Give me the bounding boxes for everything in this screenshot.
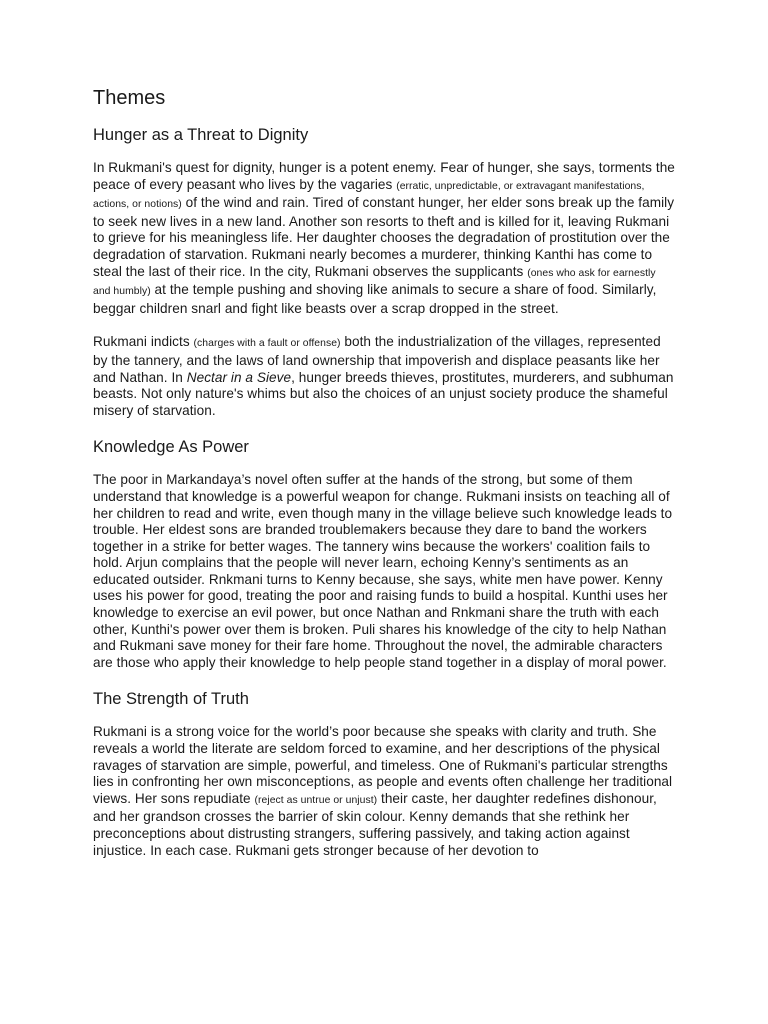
definition-note: (charges with a fault or offense): [193, 338, 341, 350]
section-truth: [93, 688, 675, 859]
section-hunger: [93, 124, 675, 419]
paragraph: In Rukmani's quest for dignity, hunger is a potent enemy. Fear of hunger, she says, torments the peace of every peasant who lives by the vagaries (erratic, unpredictable, or extravagant manifestations, actions, or notions) of the wind and rain. Tired of constant hunger, her elder sons break up the family to seek new lives in a new land. Another son resorts to theft and is killed for it, leaving Rukmani to grieve for his meaningless life. Her daughter chooses the degradation of prostitution over the degradation of starvation. Rukmani nearly becomes a murderer, thinking Kanthi has come to steal the last of their rice. In the city, Rukmani observes the supplicants (ones who ask for earnestly and humbly) at the temple pushing and shoving like animals to secure a share of food. Similarly, beggar children snarl and fight like beasts over a scrap dropped in the street.: [93, 160, 675, 316]
paragraph: Rukmani is a strong voice for the world’s poor because she speaks with clarity and truth. She reveals a world the literate are seldom forced to examine, and her descriptions of the physical ravages of starvation are simple, powerful, and timeless. One of Rukmani's particular strengths lies in confronting her own misconceptions, as people and events often challenge her traditional views. Her sons repudiate (reject as untrue or unjust) their caste, her daughter redefines dishonour, and her grandson crosses the barrier of skin colour. Kenny demands that she rethink her preconceptions about distrusting strangers, suffering passively, and taking action against injustice. In each case. Rukmani gets stronger because of her devotion to: [93, 724, 673, 858]
definition-note: (erratic, unpredictable, or extravagant manifestations, actions, or notions): [93, 180, 645, 211]
paragraph: The poor in Markandaya’s novel often suffer at the hands of the strong, but some of them understand that knowledge is a powerful weapon for change. Rukmani insists on teaching all of her children to read and write, even though many in the village believe such knowledge leads to trouble. Her eldest sons are branded troublemakers because they dare to band the workers together in a strike for better wages. The tannery wins because the workers' coalition fails to hold. Arjun complains that the people will never learn, echoing Kenny’s sentiments as an educated outsider. Rnkmani turns to Kenny because, she says, white men have power. Kenny uses his power for good, treating the poor and raising funds to build a hospital. Kunthi uses her knowledge to exercise an evil power, but once Nathan and Rnkmani share the truth with each other, Kunthi's power over them is broken. Puli shares his knowledge of the city to help Nathan and Rukmani save money for their fare home. Throughout the novel, the admirable characters are those who apply their knowledge to help people stand together in a display of moral power.: [93, 472, 673, 670]
section-heading: Hunger as a Threat to Dignity: [93, 126, 309, 144]
paragraph: Rukmani indicts (charges with a fault or offense) both the industrialization of the villages, represented by the tannery, and the laws of land ownership that impoverish and displace peasants like her and Nathan. In Nectar in a Sieve, hunger breeds thieves, prostitutes, murderers, and subhuman beasts. Not only nature's whims but also the choices of an unjust society produce the shameful misery of starvation.: [93, 334, 674, 418]
book-title: Nectar in a Sieve: [186, 369, 292, 385]
definition-note: (ones who ask for earnestly and humbly): [93, 267, 656, 298]
section-heading: Knowledge As Power: [93, 438, 249, 457]
section-heading: The Strength of Truth: [93, 690, 249, 709]
page-title: Themes: [93, 87, 166, 109]
definition-note: (reject as untrue or unjust): [254, 794, 378, 806]
document-page: [93, 86, 675, 876]
section-knowledge: [93, 436, 675, 671]
